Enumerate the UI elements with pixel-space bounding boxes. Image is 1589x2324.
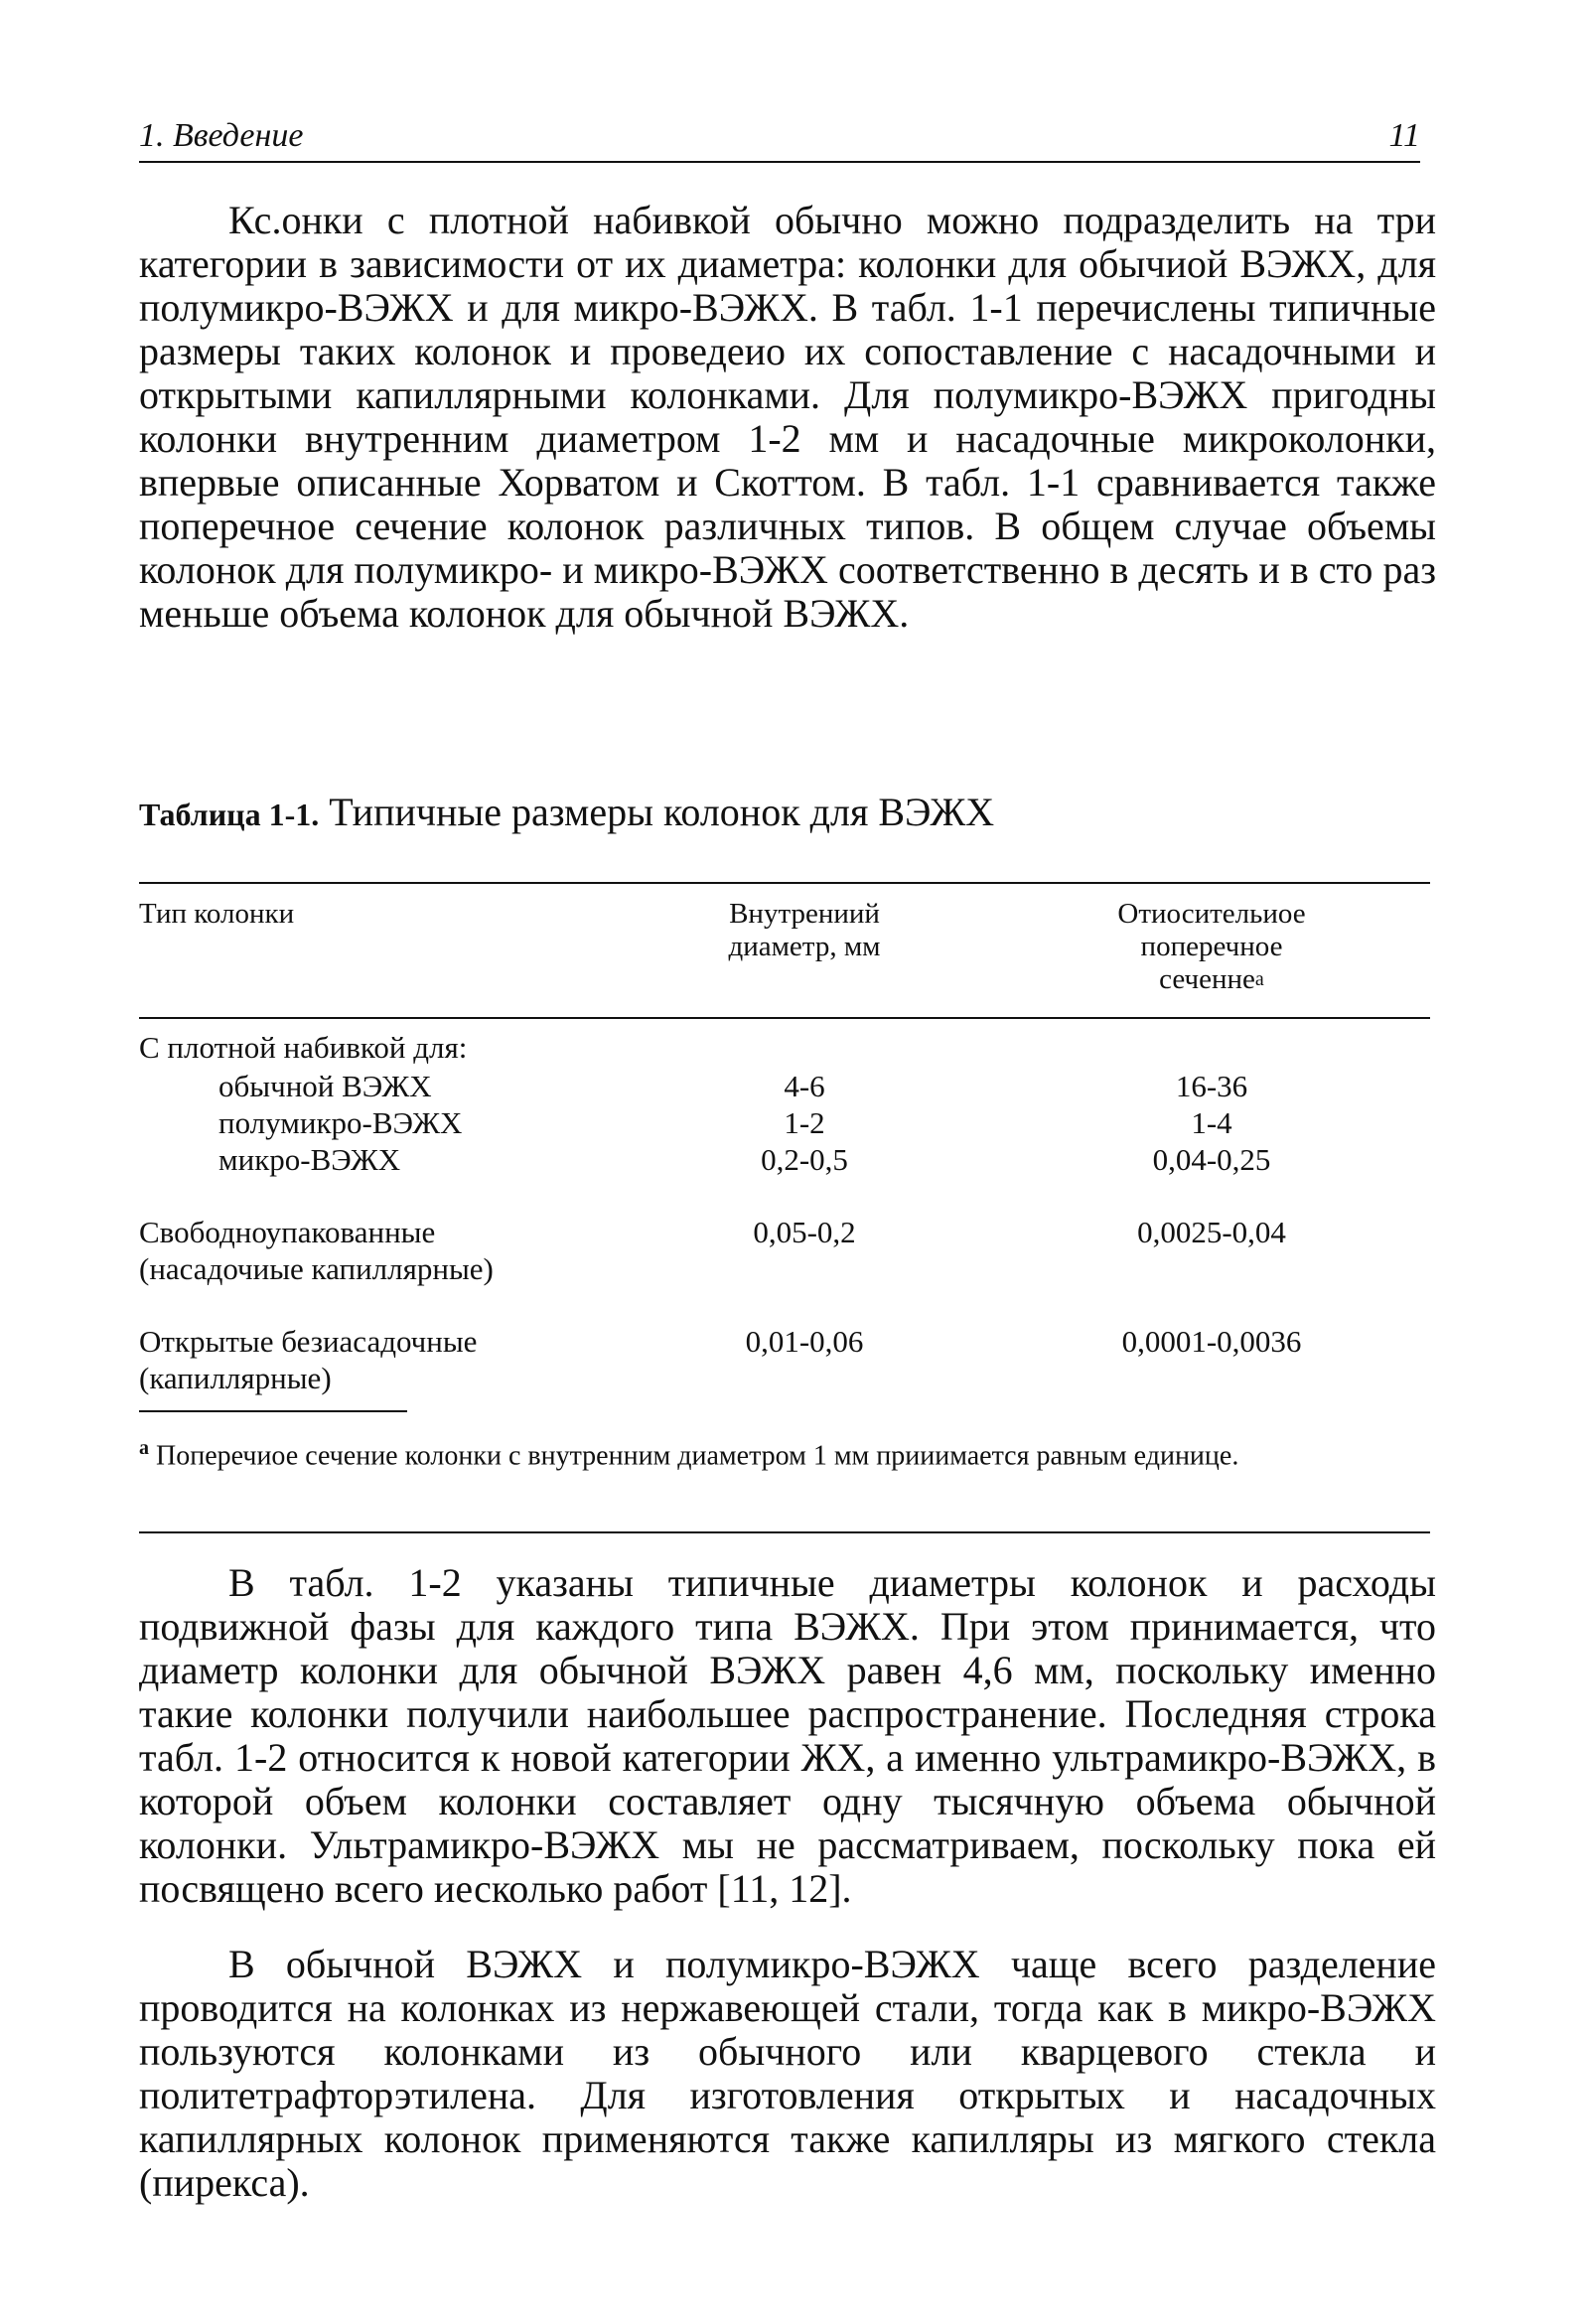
table-title-text: Типичные размеры колонок для ВЭЖХ: [329, 790, 995, 834]
row-loose-type-line2: (насадочиые капиллярные): [139, 1251, 494, 1286]
column-header-diameter-line2: диаметр, мм: [728, 931, 881, 962]
page-number: 11: [1388, 117, 1420, 154]
row-loose-cross-section: 0,0025-0,04: [1137, 1215, 1286, 1249]
table-number: Таблица 1-1.: [139, 797, 320, 832]
column-header-cross-section: [1053, 898, 1371, 996]
row-diameter: 1-2: [784, 1105, 825, 1140]
row-type: микро-ВЭЖХ: [218, 1142, 401, 1177]
row-cross-section: 1-4: [1191, 1105, 1232, 1140]
row-open-type-line2: (капиллярные): [139, 1361, 332, 1395]
chapter-title: 1. Введение: [139, 117, 304, 154]
header-rule: [139, 161, 1420, 163]
footnote-ref: a: [1254, 968, 1264, 990]
footnote-rule: [139, 1410, 407, 1412]
column-header-diameter: [695, 898, 914, 963]
column-header-cross-line1: Отиосительиое: [1117, 898, 1306, 930]
column-header-diameter-line1: Внутрениий: [729, 898, 880, 930]
row-loose-diameter: 0,05-0,2: [753, 1215, 856, 1249]
group-packed-label: С плотной набивкой для:: [139, 1030, 468, 1065]
table-header-rule: [139, 1017, 1430, 1019]
footnote-text: Поперечиое сечение колонки с внутренним диаметром 1 мм прииимается равным единице.: [156, 1440, 1239, 1472]
row-type: полумикро-ВЭЖХ: [218, 1105, 463, 1140]
column-header-cross-word: сеченне: [1159, 963, 1255, 995]
column-header-cross-line2: поперечное: [1140, 931, 1283, 962]
running-header: [139, 117, 1420, 161]
row-open-type-line1: Открытые безиасадочные: [139, 1324, 478, 1359]
table-caption: [139, 789, 994, 835]
row-loose-type-line1: Свободноупакованные: [139, 1215, 436, 1249]
row-diameter: 4-6: [784, 1069, 825, 1103]
table-footnote: [139, 1430, 1420, 1474]
table-bottom-rule: [139, 1531, 1430, 1533]
column-header-cross-line3: [1053, 963, 1371, 996]
footnote-mark: a: [139, 1437, 149, 1459]
row-diameter: 0,2-0,5: [761, 1142, 848, 1177]
paragraph-3: В обычной ВЭЖХ и полумикро-ВЭЖХ чаще всего разделение проводится на колонках из нержавеющей стали, тогда как в микро-ВЭЖХ пользуются колонками из обычного или кварцевого стекла и политетрафторэтилена. Для изготовления открытых и насадочных капиллярных колонок применяются также капилляры из мягкого стекла (пирекса).: [139, 1942, 1436, 2205]
row-cross-section: 0,04-0,25: [1152, 1142, 1271, 1177]
table-top-rule: [139, 882, 1430, 884]
column-header-type: Тип колонки: [139, 898, 295, 930]
row-open-diameter: 0,01-0,06: [745, 1324, 864, 1359]
row-type: обычной ВЭЖХ: [218, 1069, 432, 1103]
intro-paragraph: Кс.онки с плотной набивкой обычно можно подразделить на три категории в зависимости от их диаметра: колонки для обычиой ВЭЖХ, для полумикро-ВЭЖХ и для микро-ВЭЖХ. В табл. 1-1 перечислены типичные размеры таких колонок и проведеио их сопоставление с насадочными и открытыми капиллярными колонками. Для полумикро-ВЭЖХ пригодны колонки внутренним диаметром 1-2 мм и насадочные микроколонки, впервые описанные Хорватом и Скоттом. В табл. 1-1 сравнивается также поперечное сечение колонок различных типов. В общем случае объемы колонок для полумикро- и микро-ВЭЖХ соответственно в десять и в сто раз меньше объема колонок для обычной ВЭЖХ.: [139, 198, 1436, 636]
row-open-cross-section: 0,0001-0,0036: [1121, 1324, 1302, 1359]
row-cross-section: 16-36: [1175, 1069, 1248, 1103]
paragraph-2: В табл. 1-2 указаны типичные диаметры колонок и расходы подвижной фазы для каждого типа ВЭЖХ. При этом принимается, что диаметр колонки для обычной ВЭЖХ равен 4,6 мм, поскольку именно такие колонки получили наибольшее распространение. Последняя строка табл. 1-2 относится к новой категории ЖХ, а именно ультрамикро-ВЭЖХ, в которой объем колонки составляет одну тысячную объема обычной колонки. Ультрамикро-ВЭЖХ мы не рассматриваем, поскольку пока ей посвящено всего иесколько работ [11, 12].: [139, 1560, 1436, 1911]
